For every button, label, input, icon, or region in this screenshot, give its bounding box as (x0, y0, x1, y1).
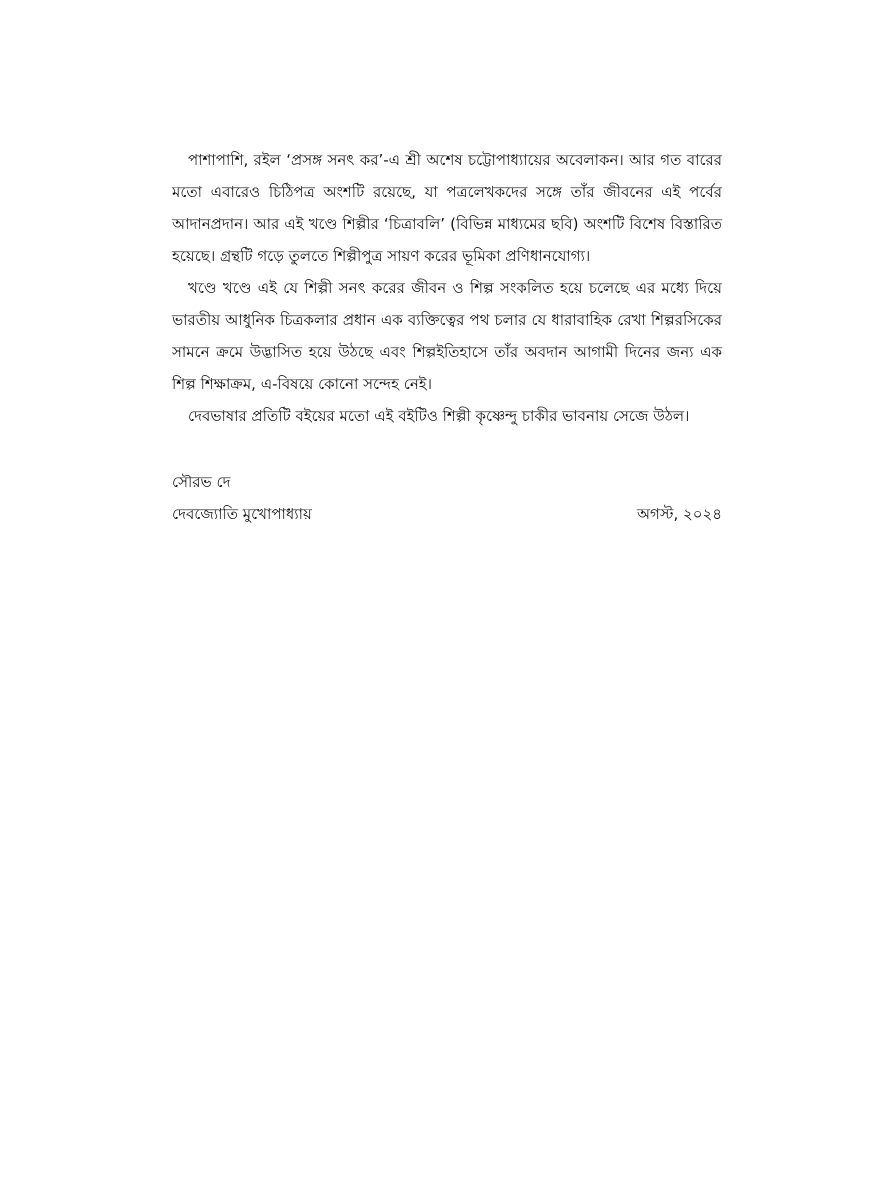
paragraph-2: খণ্ডে খণ্ডে এই যে শিল্পী সনৎ করের জীবন ও শিল্প সংকলিত হয়ে চলেছে এর মধ্যে দিয়ে ভারতীয় আধুনিক চিত্রকলার প্রধান এক ব্যক্তিত্বের পথ চলার যে ধারাবাহিক রেখা শিল্পরসিকের সামনে ক্রমে উদ্ভাসিত হয়ে উঠছে এবং শিল্পইতিহাসে তাঁর অবদান আগামী দিনের জন্য এক শিল্প শিক্ষাক্রম, এ-বিষয়ে কোনো সন্দেহ নেই। (172, 279, 722, 393)
paragraph-3: দেবভাষার প্রতিটি বইয়ের মতো এই বইটিও শিল্পী কৃষ্ণেন্দু চাকীর ভাবনায় সেজে উঠল। (188, 407, 690, 425)
paragraph-1: পাশাপাশি, রইল ‘প্রসঙ্গ সনৎ কর’-এ শ্রী অশেষ চট্টোপাধ্যায়ের অবেলাকন। আর গত বারের মতো এবারেও চিঠিপত্র অংশটি রয়েছে, যা পত্রলেখকদের সঙ্গে তাঁর জীবনের এই পর্বের আদানপ্রদান। আর এই খণ্ডে শিল্পীর ‘চিত্রাবলি’ (বিভিন্ন মাধ্যমের ছবি) অংশটি বিশেষ বিস্তারিত হয়েছে। গ্রন্থটি গড়ে তুলতে শিল্পীপুত্র সায়ণ করের ভূমিকা প্রণিধানযোগ্য। (172, 151, 722, 265)
signature-date: অগস্ট, ২০২৪ (637, 505, 722, 523)
body-text (172, 144, 722, 432)
signature-line-1 (172, 466, 722, 498)
author-name-2: দেবজ্যোতি মুখোপাধ্যায় (172, 505, 312, 523)
signature-block (172, 466, 722, 530)
author-name-1: সৌরভ দে (172, 473, 231, 491)
signature-line-2 (172, 498, 722, 530)
